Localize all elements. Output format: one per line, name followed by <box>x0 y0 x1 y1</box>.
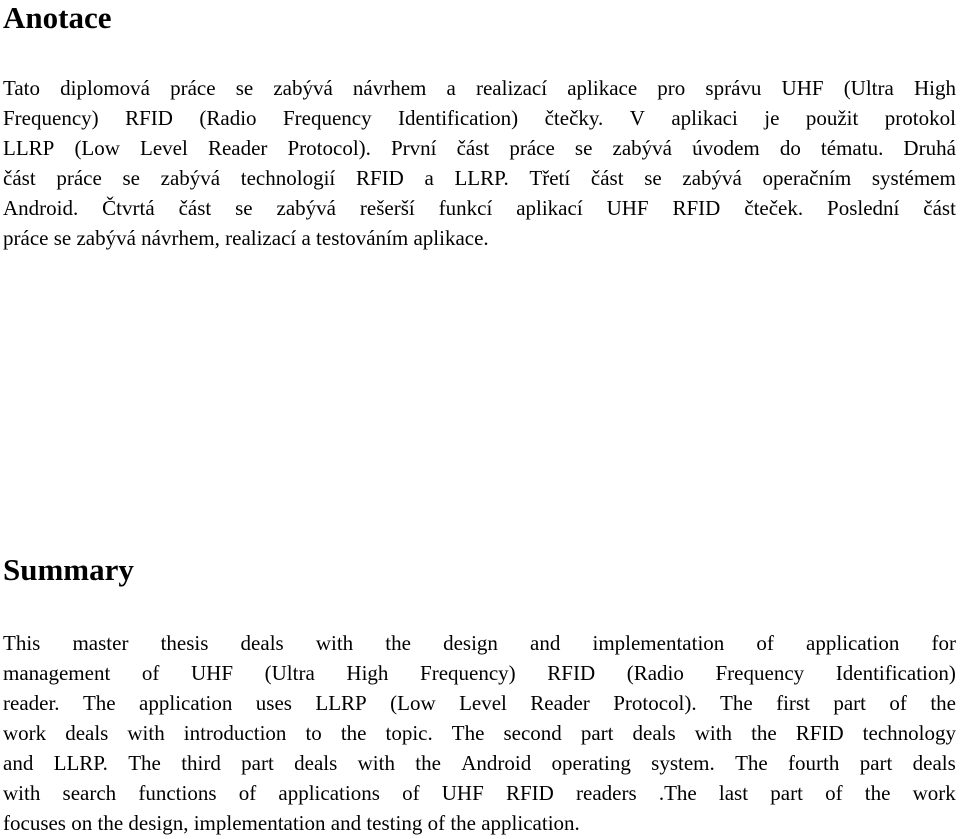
text-line: Android. Čtvrtá část se zabývá rešerší funkcí aplikací UHF RFID čteček. Poslední část <box>3 196 956 220</box>
heading-anotace: Anotace <box>3 0 112 35</box>
text-line: část práce se zabývá technologií RFID a LLRP. Třetí část se zabývá operačním systémem <box>3 166 956 190</box>
text-line: work deals with introduction to the topic. The second part deals with the RFID technology <box>3 721 956 745</box>
text-line: management of UHF (Ultra High Frequency) RFID (Radio Frequency Identification) <box>3 661 956 685</box>
text-line: reader. The application uses LLRP (Low Level Reader Protocol). The first part of the <box>3 691 956 715</box>
text-line: Frequency) RFID (Radio Frequency Identification) čtečky. V aplikaci je použit protokol <box>3 106 956 130</box>
text-line: Tato diplomová práce se zabývá návrhem a realizací aplikace pro správu UHF (Ultra High <box>3 76 956 100</box>
text-line: and LLRP. The third part deals with the Android operating system. The fourth part deals <box>3 751 956 775</box>
text-line: This master thesis deals with the design and implementation of application for <box>3 631 956 655</box>
text-line: focuses on the design, implementation and testing of the application. <box>3 811 580 835</box>
text-line: práce se zabývá návrhem, realizací a testováním aplikace. <box>3 226 489 250</box>
paragraph-anotace <box>3 73 956 253</box>
paragraph-summary <box>3 628 956 838</box>
heading-summary: Summary <box>3 552 134 587</box>
text-line: with search functions of applications of UHF RFID readers .The last part of the work <box>3 781 956 805</box>
text-line: LLRP (Low Level Reader Protocol). První část práce se zabývá úvodem do tématu. Druhá <box>3 136 956 160</box>
